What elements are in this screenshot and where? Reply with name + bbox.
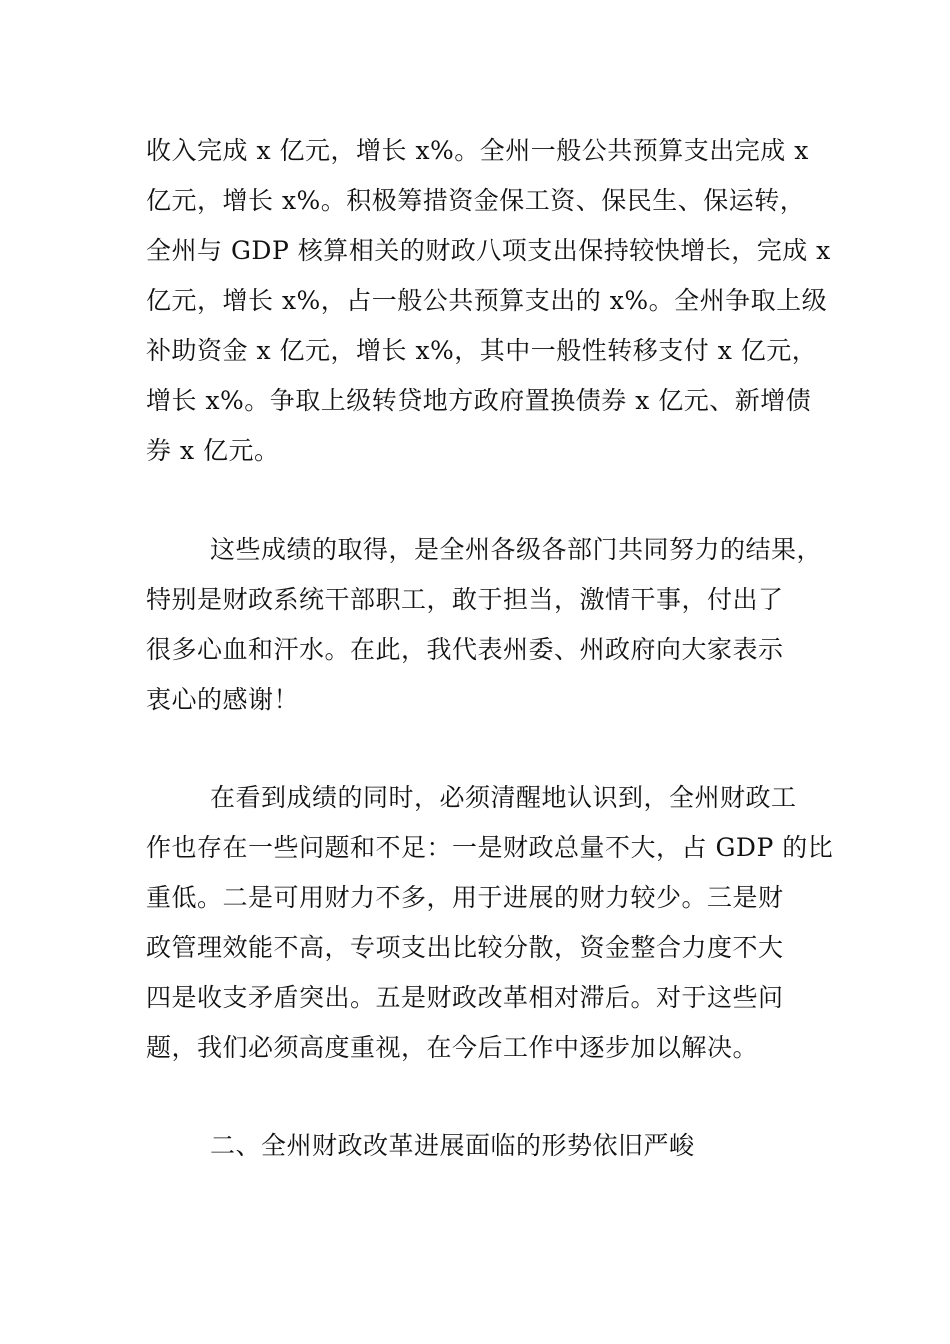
section-heading: 二、全州财政改革进展面临的形势依旧严峻: [210, 1131, 695, 1160]
paragraph-1-line-5: 补助资金 x 亿元，增长 x%，其中一般性转移支付 x 亿元，: [146, 336, 818, 365]
paragraph-1-line-2: 亿元，增长 x%。积极筹措资金保工资、保民生、保运转，: [146, 186, 806, 215]
paragraph-1-line-3: 全州与 GDP 核算相关的财政八项支出保持较快增长，完成 x: [146, 236, 831, 265]
paragraph-3-line-1: 在看到成绩的同时，必须清醒地认识到，全州财政工: [210, 783, 797, 812]
paragraph-2-line-4: 衷心的感谢！: [146, 685, 300, 714]
paragraph-1-line-4: 亿元，增长 x%，占一般公共预算支出的 x%。全州争取上级: [146, 286, 828, 315]
paragraph-2-line-2: 特别是财政系统干部职工，敢于担当，激情干事，付出了: [146, 585, 784, 614]
paragraph-1-line-1: 收入完成 x 亿元，增长 x%。全州一般公共预算支出完成 x: [146, 136, 809, 165]
paragraph-3-line-2: 作也存在一些问题和不足：一是财政总量不大，占 GDP 的比: [146, 833, 834, 862]
paragraph-3-line-6: 题，我们必须高度重视，在今后工作中逐步加以解决。: [146, 1033, 759, 1062]
paragraph-3-line-3: 重低。二是可用财力不多，用于进展的财力较少。三是财: [146, 883, 784, 912]
paragraph-1-line-7: 券 x 亿元。: [146, 436, 280, 465]
paragraph-1-line-6: 增长 x%。争取上级转贷地方政府置换债券 x 亿元、新增债: [146, 386, 812, 415]
paragraph-2-line-1: 这些成绩的取得，是全州各级各部门共同努力的结果，: [210, 535, 823, 564]
paragraph-2-line-3: 很多心血和汗水。在此，我代表州委、州政府向大家表示: [146, 635, 784, 664]
paragraph-3-line-4: 政管理效能不高，专项支出比较分散，资金整合力度不大: [146, 933, 784, 962]
paragraph-3-line-5: 四是收支矛盾突出。五是财政改革相对滞后。对于这些问: [146, 983, 784, 1012]
